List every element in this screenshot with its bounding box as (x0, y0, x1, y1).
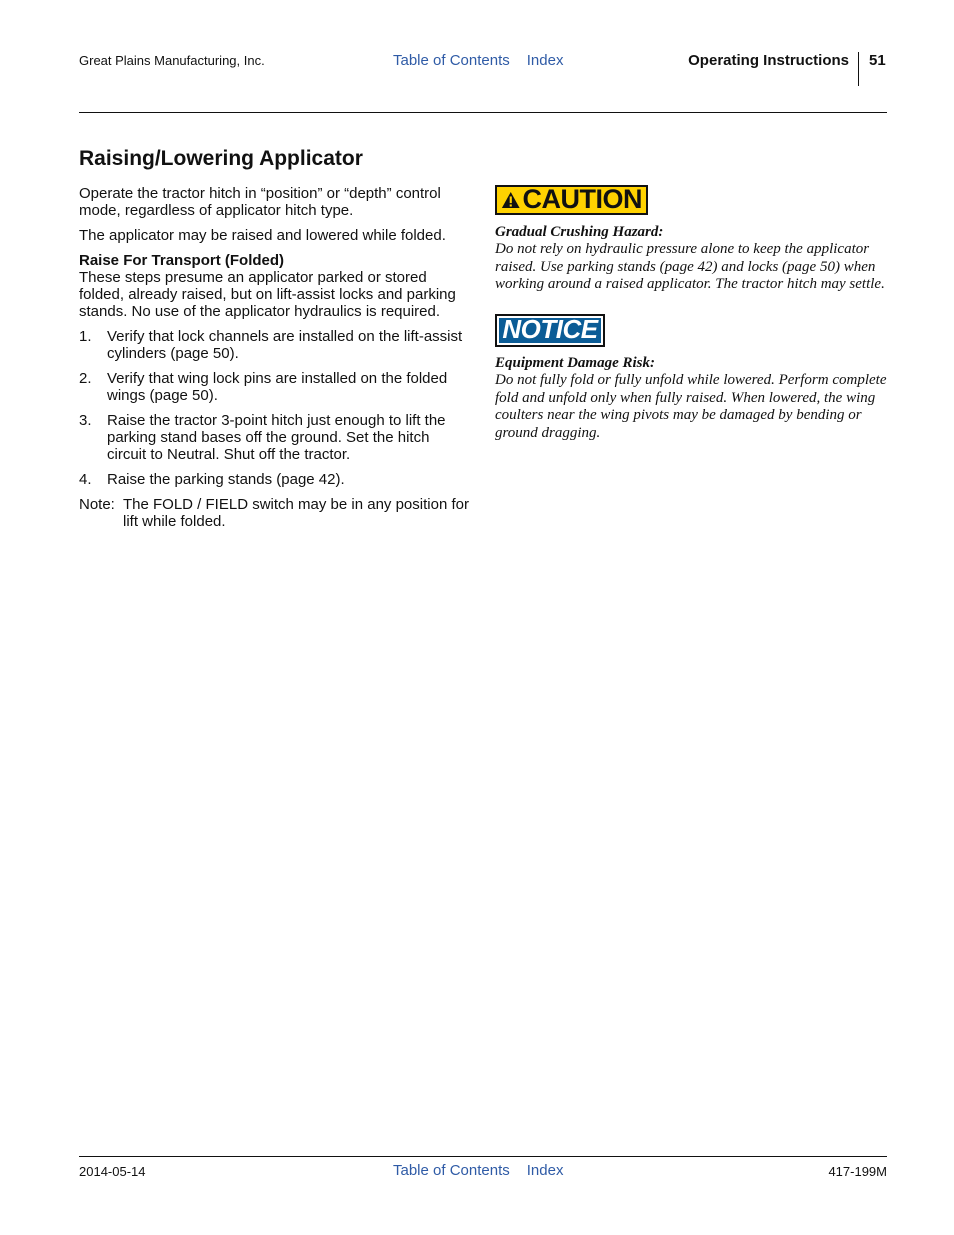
warning-triangle-icon (501, 190, 521, 210)
notice-title: Equipment Damage Risk: (495, 354, 656, 371)
step-number: 4. (79, 471, 92, 488)
note-text: The FOLD / FIELD switch may be in any position for lift while folded. (123, 496, 469, 530)
caution-title: Gradual Crushing Hazard: (495, 223, 664, 240)
note (79, 496, 471, 530)
header-divider (858, 52, 859, 86)
notice-sign (495, 314, 605, 347)
notice-label: NOTICE (502, 314, 598, 345)
list-item (79, 471, 471, 488)
list-item (79, 370, 471, 404)
step-list (79, 328, 471, 488)
footer-toc-link[interactable]: Table of Contents (393, 1162, 510, 1179)
caution-text: Do not rely on hydraulic pressure alone to keep the applicator raised. Use parking stands (page 42) and locks (page 50) when working around a raised applicator. The tractor hitch may settle. (495, 241, 885, 292)
footer-rule (79, 1156, 887, 1157)
notice-text: Do not fully fold or fully unfold while lowered. Perform complete fold and unfold only when fully raised. When lowered, the wing coulters near the wing pivots may be damaged by bending or ground dragging. (495, 372, 887, 441)
caution-label: CAUTION (522, 184, 642, 215)
step-number: 3. (79, 412, 92, 429)
left-column (79, 146, 471, 530)
step-text: Raise the parking stands (page 42). (107, 471, 345, 488)
list-item (79, 328, 471, 362)
header-links (393, 52, 580, 69)
caution-sign (495, 185, 648, 215)
paragraph-folded: The applicator may be raised and lowered while folded. (79, 227, 446, 244)
paragraph-presume: These steps presume an applicator parked or stored folded, already raised, but on lift-assist locks and parking stands. No use of the applicator hydraulics is required. (79, 269, 456, 320)
paragraph-control-mode: Operate the tractor hitch in “position” or “depth” control mode, regardless of applicator hitch type. (79, 185, 441, 219)
toc-link[interactable]: Table of Contents (393, 52, 510, 69)
footer-index-link[interactable]: Index (526, 1162, 564, 1179)
section-title: Operating Instructions (688, 52, 849, 69)
right-column (495, 185, 887, 442)
page-heading: Raising/Lowering Applicator (79, 147, 363, 170)
note-label: Note: (79, 496, 115, 513)
step-text: Raise the tractor 3-point hitch just enough to lift the parking stand bases off the ground. Set the hitch circuit to Neutral. Shut off the tractor. (107, 412, 446, 463)
step-text: Verify that wing lock pins are installed on the folded wings (page 50). (107, 370, 448, 404)
step-number: 2. (79, 370, 92, 387)
list-item (79, 412, 471, 463)
step-text: Verify that lock channels are installed on the lift-assist cylinders (page 50). (107, 328, 463, 362)
document-number: 417-199M (828, 1164, 887, 1179)
step-number: 1. (79, 328, 92, 345)
footer-links (393, 1162, 580, 1179)
index-link[interactable]: Index (526, 52, 564, 69)
subheading-raise-transport: Raise For Transport (Folded) (79, 252, 285, 269)
company-name: Great Plains Manufacturing, Inc. (79, 53, 265, 68)
header-rule (79, 112, 887, 113)
footer-date: 2014-05-14 (79, 1164, 146, 1179)
page-number: 51 (869, 52, 886, 69)
